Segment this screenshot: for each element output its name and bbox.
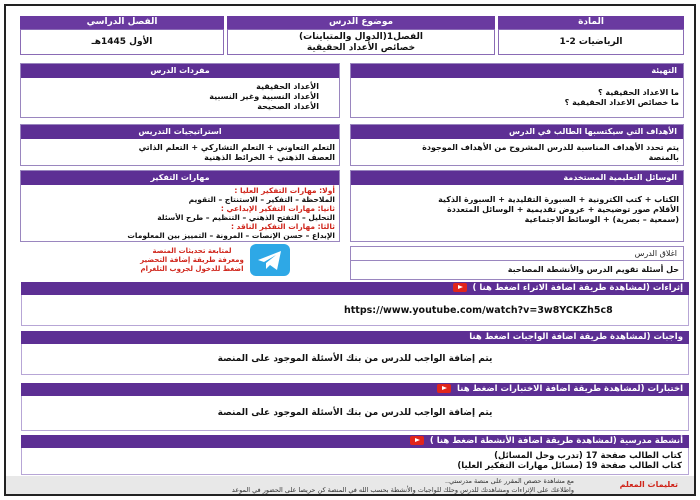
closing-text: حل أسئلة تقويم الدرس والأنشطة المصاحبة bbox=[507, 265, 679, 274]
goals-body bbox=[355, 143, 679, 163]
intro-title: التهيئة bbox=[351, 64, 683, 78]
closing-box bbox=[350, 246, 684, 280]
lesson-topic: خصائص الأعداد الحقيقية bbox=[306, 43, 416, 53]
tests-label: اختبارات bbox=[647, 384, 683, 394]
activities-bar bbox=[21, 435, 689, 448]
aids-body bbox=[355, 195, 679, 225]
youtube-icon[interactable] bbox=[453, 283, 467, 292]
goals-title: الأهداف التي سيكتسبها الطالب في الدرس bbox=[351, 125, 683, 139]
thinking-title: مهارات التفكير bbox=[21, 171, 339, 185]
activities-line: كتاب الطالب صفحة 19 (مسائل مهارات التفكير العليا) bbox=[457, 461, 682, 471]
enrichment-label: إثراءات bbox=[652, 283, 683, 293]
activities-section bbox=[21, 435, 689, 475]
activities-label: أنشطة مدرسية bbox=[619, 436, 683, 446]
thinking-line: الإبداع – حسن الإنصات – المرونة – التمييز بين المعلومات bbox=[127, 231, 335, 240]
footer-text bbox=[14, 477, 574, 495]
homework-section bbox=[21, 331, 689, 375]
strategies-line: العصف الذهني + الخرائط الذهنية bbox=[204, 153, 335, 162]
lesson-value bbox=[227, 29, 495, 55]
thinking-box bbox=[20, 170, 340, 242]
tests-section bbox=[21, 383, 689, 431]
tests-bar bbox=[21, 383, 689, 396]
youtube-icon[interactable] bbox=[437, 384, 451, 393]
strategies-title: استراتيجيات التدريس bbox=[21, 125, 339, 139]
intro-box bbox=[350, 63, 684, 118]
thinking-heading: ثالثا: مهارات التفكير الناقد : bbox=[230, 222, 335, 231]
vocab-title: مفردات الدرس bbox=[21, 64, 339, 78]
thinking-line: التحليل – التفتح الذهني – التنظيم – طرح الأسئلة bbox=[157, 213, 335, 222]
footer-instructions bbox=[6, 476, 694, 496]
subject-value: الرياضيات 2-1 bbox=[498, 29, 684, 55]
intro-line: ما خصائص الاعداد الحقيقية ؟ bbox=[564, 98, 679, 107]
telegram-line: لمتابعة تحديثات المنصة bbox=[152, 247, 232, 255]
telegram-promo[interactable] bbox=[96, 244, 340, 278]
enrichment-url[interactable]: https://www.youtube.com/watch?v=3w8YCKZh5c8 bbox=[21, 295, 689, 326]
aids-box bbox=[350, 170, 684, 242]
youtube-icon[interactable] bbox=[410, 436, 424, 445]
intro-line: ما الاعداد الحقيقية ؟ bbox=[598, 88, 679, 97]
homework-label: واجبات bbox=[653, 332, 683, 342]
telegram-icon[interactable] bbox=[250, 244, 290, 276]
aids-line: الكتاب + كتب الكترونية + السبورة التقليدية + السبورة الذكية bbox=[438, 195, 679, 204]
telegram-line: اضغط للدخول لجروب التلغرام bbox=[140, 265, 244, 273]
activities-line: كتاب الطالب صفحة 17 (تدرب وحل المسائل) bbox=[494, 451, 682, 461]
telegram-line: ومعرفة طريقة إضافة التحضير bbox=[140, 256, 244, 264]
goals-line: بالمنصة bbox=[648, 153, 679, 162]
thinking-body bbox=[25, 186, 335, 240]
strategies-box bbox=[20, 124, 340, 166]
term-value: الأول 1445هـ bbox=[20, 29, 224, 55]
homework-bar bbox=[21, 331, 689, 344]
homework-link[interactable]: (لمشاهدة طريقة اضافة الواجبات اضغط هنا bbox=[469, 332, 651, 342]
strategies-body bbox=[25, 143, 335, 163]
subject-header: المادة bbox=[498, 16, 684, 29]
strategies-line: التعلم التعاوني + التعلم التشاركي + التعلم الذاتي bbox=[138, 143, 335, 152]
footer-line: واطلاعك على الإثراءات ومشاهدتك للدرس وحلك للواجبات والأنشطة بحسب الله في المنصة كن حريصا على الحضور في الموعد bbox=[231, 486, 574, 494]
vocab-line: الأعداد الحقيقية bbox=[256, 82, 319, 91]
tests-text: يتم إضافة الواجب للدرس من بنك الأسئلة الموجود على المنصة bbox=[21, 396, 689, 431]
aids-line: الأقلام صور توضيحية + عروض تقديمية + الوسائل المتعددة bbox=[447, 205, 679, 214]
enrichment-link[interactable]: (لمشاهدة طريقة اضافة الاثراء اضغط هنا ) bbox=[472, 283, 650, 293]
aids-line: (سمعية – بصرية) + الوسائط الاجتماعية bbox=[524, 215, 679, 224]
vocab-box bbox=[20, 63, 340, 118]
closing-title: اغلاق الدرس bbox=[351, 247, 683, 261]
lesson-plan-sheet bbox=[4, 4, 696, 496]
vocab-line: الأعداد الصحيحة bbox=[257, 102, 319, 111]
goals-line: يتم تحدد الأهداف المناسبة للدرس المشروح من الأهداف الموجودة bbox=[422, 143, 679, 152]
intro-body bbox=[355, 88, 679, 108]
vocab-line: الأعداد النسبية وغير النسبية bbox=[209, 92, 319, 101]
thinking-line: الملاحظة – التفكير – الاستنتاج – التقويم bbox=[188, 195, 335, 204]
enrichment-section bbox=[21, 282, 689, 326]
lesson-header: موضوع الدرس bbox=[227, 16, 495, 29]
goals-box bbox=[350, 124, 684, 166]
homework-text: يتم إضافة الواجب للدرس من بنك الأسئلة الموجود على المنصة bbox=[21, 344, 689, 375]
enrichment-bar bbox=[21, 282, 689, 295]
footer-line: مع مشاهدة حصص المقرر على منصة مدرستي.. bbox=[444, 477, 574, 485]
lesson-chapter: الفصل1(الدوال والمتباينات) bbox=[299, 32, 423, 42]
activities-link[interactable]: (لمشاهدة طريقة اضافة الأنشطة اضغط هنا ) bbox=[429, 436, 617, 446]
activities-body bbox=[21, 448, 689, 475]
term-header: الفصل الدراسي bbox=[20, 16, 224, 29]
thinking-heading: ثانيا: مهارات التفكير الإبداعي : bbox=[220, 204, 335, 213]
tests-link[interactable]: (لمشاهدة طريقة اضافة الاختبارات اضغط هنا bbox=[457, 384, 645, 394]
aids-title: الوسائل التعليمية المستخدمة bbox=[351, 171, 683, 185]
footer-label: تعليمات المعلم bbox=[619, 480, 678, 489]
vocab-body bbox=[25, 82, 319, 112]
thinking-heading: أولا: مهارات التفكير العليا : bbox=[234, 186, 335, 195]
